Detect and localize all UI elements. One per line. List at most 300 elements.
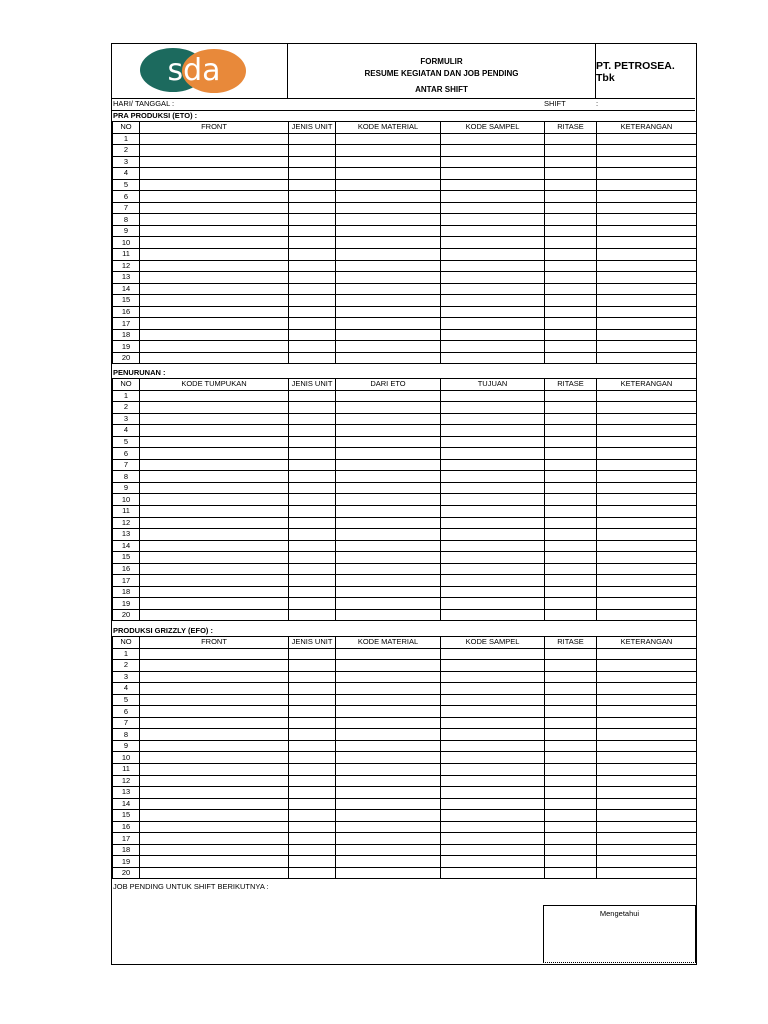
table-cell[interactable] xyxy=(441,145,545,157)
table-cell[interactable] xyxy=(441,787,545,799)
table-cell[interactable] xyxy=(545,517,597,529)
table-cell[interactable] xyxy=(441,436,545,448)
table-cell[interactable] xyxy=(289,844,336,856)
table-cell[interactable] xyxy=(140,764,289,776)
table-cell[interactable] xyxy=(289,459,336,471)
table-cell[interactable] xyxy=(336,202,441,214)
table-cell[interactable] xyxy=(441,425,545,437)
table-cell[interactable] xyxy=(140,648,289,660)
table-cell[interactable] xyxy=(441,413,545,425)
table-cell[interactable] xyxy=(336,648,441,660)
table-cell[interactable] xyxy=(140,775,289,787)
table-cell[interactable] xyxy=(597,482,697,494)
table-cell[interactable] xyxy=(140,329,289,341)
table-cell[interactable] xyxy=(545,295,597,307)
table-cell[interactable] xyxy=(140,341,289,353)
table-cell[interactable] xyxy=(597,214,697,226)
table-cell[interactable] xyxy=(545,202,597,214)
table-cell[interactable] xyxy=(140,306,289,318)
table-cell[interactable] xyxy=(597,318,697,330)
table-cell[interactable] xyxy=(289,586,336,598)
table-cell[interactable] xyxy=(336,329,441,341)
table-cell[interactable] xyxy=(441,448,545,460)
table-cell[interactable] xyxy=(289,729,336,741)
table-cell[interactable] xyxy=(545,352,597,364)
table-cell[interactable] xyxy=(289,529,336,541)
table-cell[interactable] xyxy=(289,179,336,191)
table-cell[interactable] xyxy=(597,517,697,529)
table-cell[interactable] xyxy=(336,225,441,237)
table-cell[interactable] xyxy=(545,764,597,776)
table-cell[interactable] xyxy=(597,867,697,879)
table-cell[interactable] xyxy=(140,390,289,402)
table-cell[interactable] xyxy=(140,787,289,799)
table-cell[interactable] xyxy=(597,448,697,460)
table-cell[interactable] xyxy=(140,552,289,564)
table-cell[interactable] xyxy=(140,352,289,364)
table-cell[interactable] xyxy=(597,740,697,752)
table-cell[interactable] xyxy=(289,482,336,494)
table-cell[interactable] xyxy=(336,494,441,506)
table-cell[interactable] xyxy=(441,764,545,776)
table-cell[interactable] xyxy=(336,191,441,203)
table-cell[interactable] xyxy=(441,648,545,660)
table-cell[interactable] xyxy=(289,191,336,203)
table-cell[interactable] xyxy=(289,506,336,518)
table-cell[interactable] xyxy=(545,671,597,683)
table-cell[interactable] xyxy=(441,133,545,145)
table-cell[interactable] xyxy=(545,563,597,575)
table-cell[interactable] xyxy=(336,529,441,541)
table-cell[interactable] xyxy=(140,752,289,764)
table-cell[interactable] xyxy=(289,295,336,307)
table-cell[interactable] xyxy=(336,798,441,810)
table-cell[interactable] xyxy=(597,729,697,741)
table-cell[interactable] xyxy=(289,329,336,341)
table-cell[interactable] xyxy=(597,436,697,448)
table-cell[interactable] xyxy=(441,341,545,353)
table-cell[interactable] xyxy=(140,283,289,295)
table-cell[interactable] xyxy=(545,306,597,318)
table-cell[interactable] xyxy=(336,283,441,295)
table-cell[interactable] xyxy=(597,179,697,191)
table-cell[interactable] xyxy=(545,413,597,425)
table-cell[interactable] xyxy=(289,202,336,214)
table-cell[interactable] xyxy=(140,272,289,284)
table-cell[interactable] xyxy=(597,660,697,672)
table-cell[interactable] xyxy=(597,586,697,598)
table-cell[interactable] xyxy=(545,575,597,587)
table-cell[interactable] xyxy=(597,145,697,157)
table-cell[interactable] xyxy=(441,821,545,833)
table-cell[interactable] xyxy=(597,798,697,810)
table-cell[interactable] xyxy=(441,563,545,575)
table-cell[interactable] xyxy=(441,260,545,272)
table-cell[interactable] xyxy=(336,867,441,879)
table-cell[interactable] xyxy=(289,717,336,729)
table-cell[interactable] xyxy=(289,402,336,414)
table-cell[interactable] xyxy=(289,283,336,295)
table-cell[interactable] xyxy=(336,341,441,353)
table-cell[interactable] xyxy=(289,168,336,180)
table-cell[interactable] xyxy=(289,552,336,564)
table-cell[interactable] xyxy=(336,844,441,856)
table-cell[interactable] xyxy=(336,295,441,307)
table-cell[interactable] xyxy=(140,694,289,706)
table-cell[interactable] xyxy=(545,833,597,845)
table-cell[interactable] xyxy=(545,168,597,180)
table-cell[interactable] xyxy=(597,156,697,168)
table-cell[interactable] xyxy=(545,436,597,448)
table-cell[interactable] xyxy=(289,517,336,529)
table-cell[interactable] xyxy=(140,249,289,261)
table-cell[interactable] xyxy=(289,341,336,353)
table-cell[interactable] xyxy=(545,586,597,598)
table-cell[interactable] xyxy=(289,706,336,718)
table-cell[interactable] xyxy=(140,156,289,168)
table-cell[interactable] xyxy=(597,352,697,364)
table-cell[interactable] xyxy=(597,694,697,706)
table-cell[interactable] xyxy=(545,390,597,402)
table-cell[interactable] xyxy=(336,552,441,564)
table-cell[interactable] xyxy=(140,459,289,471)
table-cell[interactable] xyxy=(140,563,289,575)
table-cell[interactable] xyxy=(545,471,597,483)
table-cell[interactable] xyxy=(597,225,697,237)
table-cell[interactable] xyxy=(441,390,545,402)
table-cell[interactable] xyxy=(597,168,697,180)
table-cell[interactable] xyxy=(597,413,697,425)
table-cell[interactable] xyxy=(140,717,289,729)
table-cell[interactable] xyxy=(140,482,289,494)
table-cell[interactable] xyxy=(441,540,545,552)
table-cell[interactable] xyxy=(140,295,289,307)
table-cell[interactable] xyxy=(140,133,289,145)
table-cell[interactable] xyxy=(336,214,441,226)
table-cell[interactable] xyxy=(140,402,289,414)
table-cell[interactable] xyxy=(441,482,545,494)
table-cell[interactable] xyxy=(441,717,545,729)
table-cell[interactable] xyxy=(545,706,597,718)
table-cell[interactable] xyxy=(336,179,441,191)
table-cell[interactable] xyxy=(441,318,545,330)
table-cell[interactable] xyxy=(441,352,545,364)
table-cell[interactable] xyxy=(140,168,289,180)
table-cell[interactable] xyxy=(336,752,441,764)
table-cell[interactable] xyxy=(140,529,289,541)
table-cell[interactable] xyxy=(140,471,289,483)
table-cell[interactable] xyxy=(336,306,441,318)
table-cell[interactable] xyxy=(441,798,545,810)
table-cell[interactable] xyxy=(441,752,545,764)
table-cell[interactable] xyxy=(545,810,597,822)
table-cell[interactable] xyxy=(545,145,597,157)
table-cell[interactable] xyxy=(597,671,697,683)
table-cell[interactable] xyxy=(140,260,289,272)
table-cell[interactable] xyxy=(545,425,597,437)
table-cell[interactable] xyxy=(289,821,336,833)
table-cell[interactable] xyxy=(140,448,289,460)
table-cell[interactable] xyxy=(289,867,336,879)
table-cell[interactable] xyxy=(597,717,697,729)
table-cell[interactable] xyxy=(289,249,336,261)
table-cell[interactable] xyxy=(545,798,597,810)
table-cell[interactable] xyxy=(441,191,545,203)
table-cell[interactable] xyxy=(441,225,545,237)
table-cell[interactable] xyxy=(441,295,545,307)
table-cell[interactable] xyxy=(140,202,289,214)
table-cell[interactable] xyxy=(545,648,597,660)
table-cell[interactable] xyxy=(441,214,545,226)
table-cell[interactable] xyxy=(336,740,441,752)
table-cell[interactable] xyxy=(545,341,597,353)
table-cell[interactable] xyxy=(289,775,336,787)
table-cell[interactable] xyxy=(289,390,336,402)
table-cell[interactable] xyxy=(140,798,289,810)
table-cell[interactable] xyxy=(441,494,545,506)
table-cell[interactable] xyxy=(441,775,545,787)
table-cell[interactable] xyxy=(597,856,697,868)
table-cell[interactable] xyxy=(441,283,545,295)
table-cell[interactable] xyxy=(441,506,545,518)
table-cell[interactable] xyxy=(140,413,289,425)
table-cell[interactable] xyxy=(289,787,336,799)
table-cell[interactable] xyxy=(140,436,289,448)
table-cell[interactable] xyxy=(441,740,545,752)
table-cell[interactable] xyxy=(289,575,336,587)
table-cell[interactable] xyxy=(289,272,336,284)
table-cell[interactable] xyxy=(545,225,597,237)
table-cell[interactable] xyxy=(597,191,697,203)
table-cell[interactable] xyxy=(140,425,289,437)
table-cell[interactable] xyxy=(140,844,289,856)
table-cell[interactable] xyxy=(336,448,441,460)
table-cell[interactable] xyxy=(289,598,336,610)
table-cell[interactable] xyxy=(545,867,597,879)
table-cell[interactable] xyxy=(545,660,597,672)
table-cell[interactable] xyxy=(441,694,545,706)
table-cell[interactable] xyxy=(597,552,697,564)
table-cell[interactable] xyxy=(441,306,545,318)
table-cell[interactable] xyxy=(545,272,597,284)
table-cell[interactable] xyxy=(545,329,597,341)
table-cell[interactable] xyxy=(336,729,441,741)
table-cell[interactable] xyxy=(441,272,545,284)
table-cell[interactable] xyxy=(597,529,697,541)
table-cell[interactable] xyxy=(597,787,697,799)
table-cell[interactable] xyxy=(597,425,697,437)
table-cell[interactable] xyxy=(140,494,289,506)
table-cell[interactable] xyxy=(545,318,597,330)
table-cell[interactable] xyxy=(336,436,441,448)
table-cell[interactable] xyxy=(545,717,597,729)
table-cell[interactable] xyxy=(289,225,336,237)
table-cell[interactable] xyxy=(289,540,336,552)
table-cell[interactable] xyxy=(441,844,545,856)
table-cell[interactable] xyxy=(336,609,441,621)
table-cell[interactable] xyxy=(140,575,289,587)
table-cell[interactable] xyxy=(289,609,336,621)
table-cell[interactable] xyxy=(597,202,697,214)
table-cell[interactable] xyxy=(140,506,289,518)
table-cell[interactable] xyxy=(289,563,336,575)
table-cell[interactable] xyxy=(597,341,697,353)
table-cell[interactable] xyxy=(545,787,597,799)
table-cell[interactable] xyxy=(441,575,545,587)
table-cell[interactable] xyxy=(336,575,441,587)
table-cell[interactable] xyxy=(545,552,597,564)
table-cell[interactable] xyxy=(597,764,697,776)
table-cell[interactable] xyxy=(289,237,336,249)
table-cell[interactable] xyxy=(597,390,697,402)
table-cell[interactable] xyxy=(545,494,597,506)
table-cell[interactable] xyxy=(597,609,697,621)
table-cell[interactable] xyxy=(289,260,336,272)
table-cell[interactable] xyxy=(140,706,289,718)
table-cell[interactable] xyxy=(289,306,336,318)
table-cell[interactable] xyxy=(289,671,336,683)
table-cell[interactable] xyxy=(336,249,441,261)
table-cell[interactable] xyxy=(441,586,545,598)
table-cell[interactable] xyxy=(289,740,336,752)
table-cell[interactable] xyxy=(597,459,697,471)
table-cell[interactable] xyxy=(336,318,441,330)
table-cell[interactable] xyxy=(545,506,597,518)
table-cell[interactable] xyxy=(140,683,289,695)
table-cell[interactable] xyxy=(289,810,336,822)
table-cell[interactable] xyxy=(336,856,441,868)
table-cell[interactable] xyxy=(336,425,441,437)
table-cell[interactable] xyxy=(336,833,441,845)
table-cell[interactable] xyxy=(441,729,545,741)
table-cell[interactable] xyxy=(441,529,545,541)
table-cell[interactable] xyxy=(336,237,441,249)
table-cell[interactable] xyxy=(289,436,336,448)
table-cell[interactable] xyxy=(545,609,597,621)
table-cell[interactable] xyxy=(289,133,336,145)
table-cell[interactable] xyxy=(140,214,289,226)
table-cell[interactable] xyxy=(336,506,441,518)
table-cell[interactable] xyxy=(597,540,697,552)
table-cell[interactable] xyxy=(597,506,697,518)
table-cell[interactable] xyxy=(140,191,289,203)
table-cell[interactable] xyxy=(289,648,336,660)
table-cell[interactable] xyxy=(140,225,289,237)
table-cell[interactable] xyxy=(441,609,545,621)
table-cell[interactable] xyxy=(441,459,545,471)
table-cell[interactable] xyxy=(597,272,697,284)
table-cell[interactable] xyxy=(289,425,336,437)
table-cell[interactable] xyxy=(441,329,545,341)
table-cell[interactable] xyxy=(336,598,441,610)
table-cell[interactable] xyxy=(441,202,545,214)
table-cell[interactable] xyxy=(545,683,597,695)
table-cell[interactable] xyxy=(545,540,597,552)
table-cell[interactable] xyxy=(289,833,336,845)
table-cell[interactable] xyxy=(336,459,441,471)
table-cell[interactable] xyxy=(597,821,697,833)
table-cell[interactable] xyxy=(545,260,597,272)
table-cell[interactable] xyxy=(140,517,289,529)
table-cell[interactable] xyxy=(441,168,545,180)
table-cell[interactable] xyxy=(597,471,697,483)
table-cell[interactable] xyxy=(545,529,597,541)
table-cell[interactable] xyxy=(441,402,545,414)
table-cell[interactable] xyxy=(597,260,697,272)
table-cell[interactable] xyxy=(545,740,597,752)
table-cell[interactable] xyxy=(597,563,697,575)
table-cell[interactable] xyxy=(289,352,336,364)
table-cell[interactable] xyxy=(140,821,289,833)
table-cell[interactable] xyxy=(336,764,441,776)
table-cell[interactable] xyxy=(441,156,545,168)
table-cell[interactable] xyxy=(441,237,545,249)
table-cell[interactable] xyxy=(336,390,441,402)
table-cell[interactable] xyxy=(545,214,597,226)
table-cell[interactable] xyxy=(597,752,697,764)
table-cell[interactable] xyxy=(545,448,597,460)
table-cell[interactable] xyxy=(140,867,289,879)
table-cell[interactable] xyxy=(545,482,597,494)
table-cell[interactable] xyxy=(289,471,336,483)
table-cell[interactable] xyxy=(336,671,441,683)
table-cell[interactable] xyxy=(545,156,597,168)
table-cell[interactable] xyxy=(336,810,441,822)
table-cell[interactable] xyxy=(289,856,336,868)
table-cell[interactable] xyxy=(597,683,697,695)
table-cell[interactable] xyxy=(140,237,289,249)
table-cell[interactable] xyxy=(545,283,597,295)
table-cell[interactable] xyxy=(140,609,289,621)
table-cell[interactable] xyxy=(336,133,441,145)
table-cell[interactable] xyxy=(140,833,289,845)
table-cell[interactable] xyxy=(545,133,597,145)
table-cell[interactable] xyxy=(336,272,441,284)
table-cell[interactable] xyxy=(289,494,336,506)
table-cell[interactable] xyxy=(289,764,336,776)
table-cell[interactable] xyxy=(545,237,597,249)
table-cell[interactable] xyxy=(597,706,697,718)
table-cell[interactable] xyxy=(545,191,597,203)
table-cell[interactable] xyxy=(545,694,597,706)
table-cell[interactable] xyxy=(140,145,289,157)
table-cell[interactable] xyxy=(336,563,441,575)
table-cell[interactable] xyxy=(597,249,697,261)
table-cell[interactable] xyxy=(140,671,289,683)
table-cell[interactable] xyxy=(289,318,336,330)
table-cell[interactable] xyxy=(441,179,545,191)
table-cell[interactable] xyxy=(597,844,697,856)
table-cell[interactable] xyxy=(597,329,697,341)
table-cell[interactable] xyxy=(336,517,441,529)
table-cell[interactable] xyxy=(336,717,441,729)
table-cell[interactable] xyxy=(597,810,697,822)
table-cell[interactable] xyxy=(441,683,545,695)
table-cell[interactable] xyxy=(545,856,597,868)
table-cell[interactable] xyxy=(597,283,697,295)
table-cell[interactable] xyxy=(441,598,545,610)
table-cell[interactable] xyxy=(545,752,597,764)
table-cell[interactable] xyxy=(545,844,597,856)
table-cell[interactable] xyxy=(545,459,597,471)
table-cell[interactable] xyxy=(289,145,336,157)
table-cell[interactable] xyxy=(336,540,441,552)
table-cell[interactable] xyxy=(140,179,289,191)
table-cell[interactable] xyxy=(289,694,336,706)
table-cell[interactable] xyxy=(441,660,545,672)
table-cell[interactable] xyxy=(336,775,441,787)
table-cell[interactable] xyxy=(441,810,545,822)
